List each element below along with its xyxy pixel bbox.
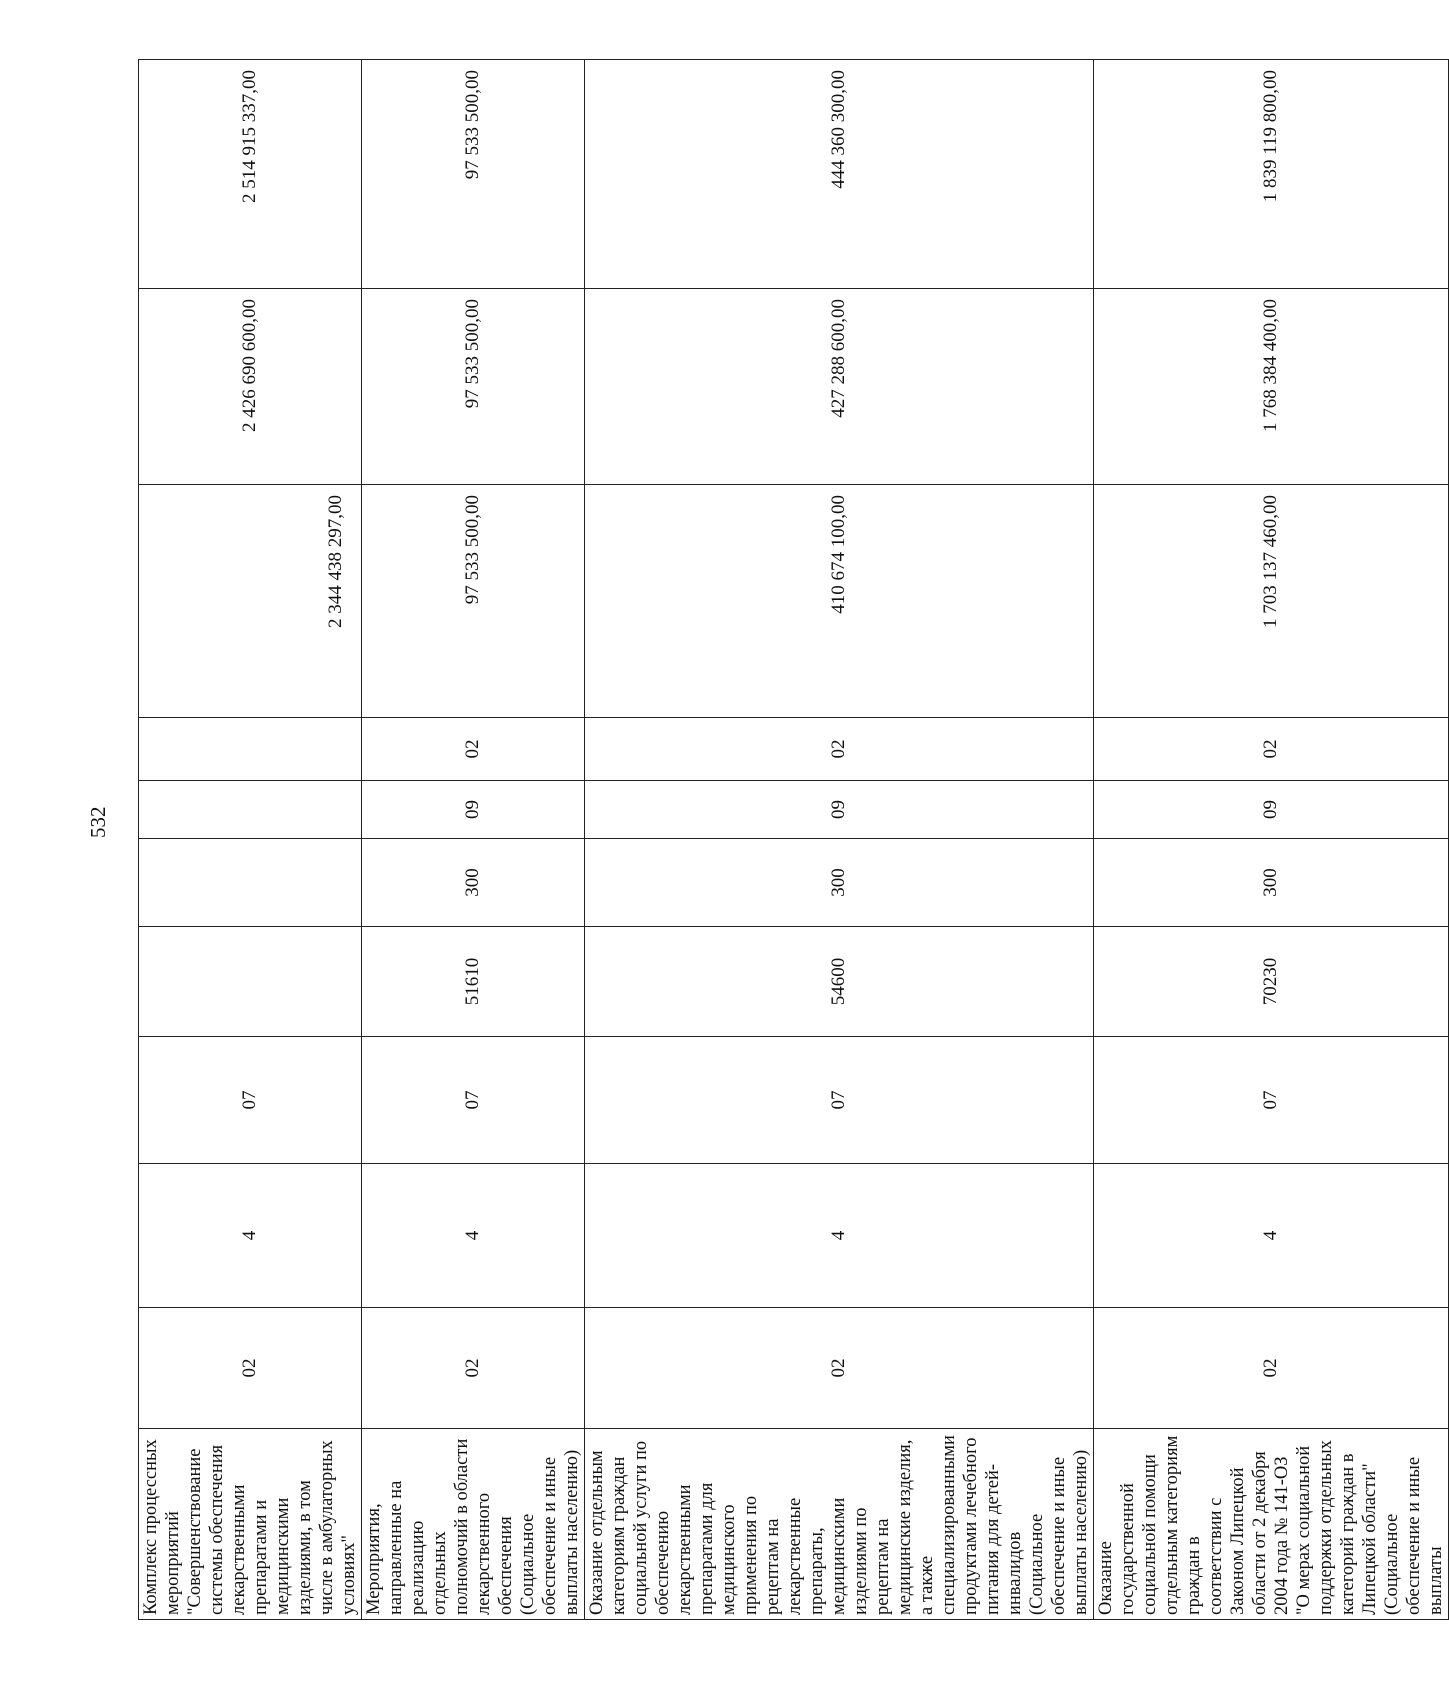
code-cell: 07 <box>139 1037 362 1164</box>
table-row <box>585 60 1094 1620</box>
code-cell: 09 <box>585 781 1094 839</box>
table-row <box>1094 60 1449 1620</box>
code-cell: 09 <box>362 781 585 839</box>
row-name-cell: Оказание государственной социальной помощи отдельным категориям граждан в соответствии с Законом Липецкой области от 2 декабря 2004 года № 141-ОЗ "О мерах социальной поддержки отдельных категорий граждан в Липецкой области" (Социальное обеспечение и иные выплаты <box>1094 1429 1449 1620</box>
code-cell <box>139 839 362 927</box>
code-cell: 02 <box>1094 718 1449 781</box>
code-cell: 4 <box>362 1164 585 1308</box>
page-number: 532 <box>86 806 110 838</box>
code-cell: 51610 <box>362 927 585 1037</box>
code-cell: 02 <box>139 1308 362 1429</box>
row-name-cell: Комплекс процессных мероприятий "Совершенствование системы обеспечения лекарственными препаратами и медицинскими изделиями, в том числе в амбулаторных условиях" <box>139 1429 362 1620</box>
code-cell: 300 <box>585 839 1094 927</box>
table-row <box>139 60 362 1620</box>
amount-year2-cell: 427 288 600,00 <box>585 289 1094 485</box>
amount-year3-cell: 1 839 119 800,00 <box>1094 60 1449 289</box>
code-cell: 4 <box>585 1164 1094 1308</box>
code-cell: 09 <box>1094 781 1449 839</box>
amount-year3-cell: 444 360 300,00 <box>585 60 1094 289</box>
code-cell: 4 <box>139 1164 362 1308</box>
code-cell: 02 <box>1094 1308 1449 1429</box>
code-cell: 54600 <box>585 927 1094 1037</box>
code-cell: 07 <box>362 1037 585 1164</box>
code-cell <box>139 718 362 781</box>
code-cell: 70230 <box>1094 927 1449 1037</box>
amount-year1-cell: 2 344 438 297,00 <box>139 485 362 718</box>
code-cell: 02 <box>362 1308 585 1429</box>
amount-year1-cell: 410 674 100,00 <box>585 485 1094 718</box>
code-cell <box>139 781 362 839</box>
amount-year2-cell: 1 768 384 400,00 <box>1094 289 1449 485</box>
code-cell: 300 <box>1094 839 1449 927</box>
amount-year2-cell: 2 426 690 600,00 <box>139 289 362 485</box>
row-name-cell: Мероприятия, направленные на реализацию отдельных полномочий в области лекарственного обеспечения (Социальное обеспечение и иные выплаты населению) <box>362 1429 585 1620</box>
amount-year2-cell: 97 533 500,00 <box>362 289 585 485</box>
row-name-cell: Оказание отдельным категориям граждан социальной услуги по обеспечению лекарственными препаратами для медицинского применения по рецептам на лекарственные препараты, медицинскими изделиями по рецептам на медицинские изделия, а также специализированными продуктами лечебного питания для детей-инвалидов (Социальное обеспечение и иные выплаты населению) <box>585 1429 1094 1620</box>
amount-year3-cell: 2 514 915 337,00 <box>139 60 362 289</box>
code-cell: 02 <box>585 1308 1094 1429</box>
code-cell: 07 <box>585 1037 1094 1164</box>
code-cell <box>139 927 362 1037</box>
code-cell: 300 <box>362 839 585 927</box>
budget-table <box>138 59 1449 1620</box>
code-cell: 4 <box>1094 1164 1449 1308</box>
amount-year3-cell: 97 533 500,00 <box>362 60 585 289</box>
amount-year1-cell: 1 703 137 460,00 <box>1094 485 1449 718</box>
code-cell: 02 <box>585 718 1094 781</box>
rotated-table-wrapper <box>138 60 1446 1620</box>
amount-year1-cell: 97 533 500,00 <box>362 485 585 718</box>
code-cell: 07 <box>1094 1037 1449 1164</box>
table-row <box>362 60 585 1620</box>
code-cell: 02 <box>362 718 585 781</box>
